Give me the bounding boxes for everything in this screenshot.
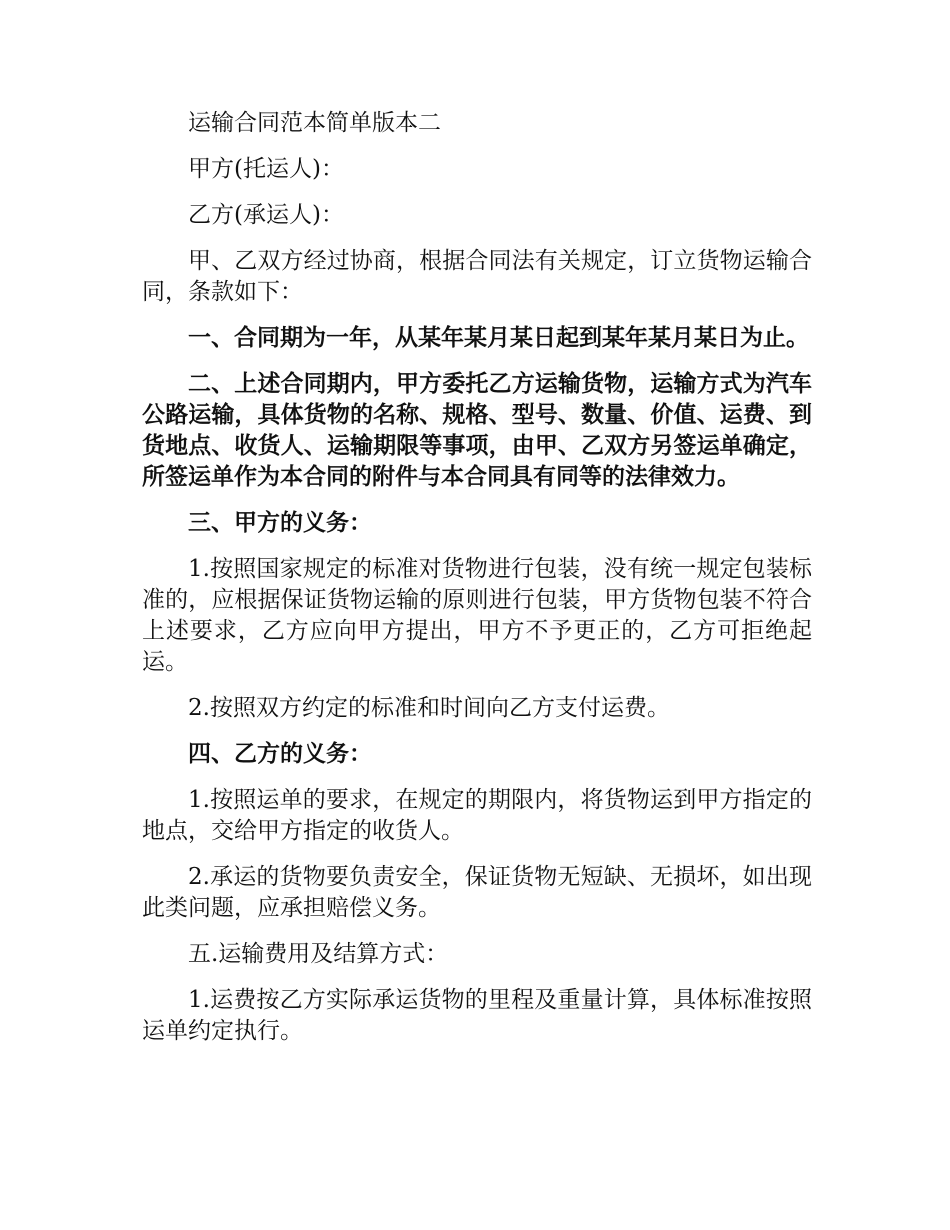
clause-3-item-2: 2.按照双方约定的标准和时间向乙方支付运费。 [188, 695, 670, 721]
clause-3-item-1: 1.按照国家规定的标准对货物进行包装，没有统一规定包装标准的，应根据保证货物运输的原则进行包装，甲方货物包装不符合上述要求，乙方应向甲方提出，甲方不予更正的，乙方可拒绝起运。 [142, 556, 812, 675]
clause-4-item-1: 1.按照运单的要求，在规定的期限内，将货物运到甲方指定的地点，交给甲方指定的收货人。 [142, 787, 812, 844]
document-title: 运输合同范本简单版本二 [188, 110, 441, 136]
clause-3-heading: 三、甲方的义务： [188, 510, 372, 536]
clause-4-heading: 四、乙方的义务： [188, 741, 372, 767]
preamble-paragraph: 甲、乙双方经过协商，根据合同法有关规定，订立货物运输合同，条款如下： [142, 248, 812, 305]
clause-4-item-2: 2.承运的货物要负责安全，保证货物无短缺、无损坏，如出现此类问题，应承担赔偿义务。 [142, 864, 812, 921]
party-a-line: 甲方(托运人)： [188, 156, 344, 182]
clause-5-heading: 五.运输费用及结算方式： [188, 941, 449, 967]
party-b-line: 乙方(承运人)： [188, 202, 344, 228]
clause-2-scope: 二、上述合同期内，甲方委托乙方运输货物，运输方式为汽车公路运输，具体货物的名称、规格、型号、数量、价值、运费、到货地点、收货人、运输期限等事项，由甲、乙双方另签运单确定，所签运单作为本合同的附件与本合同具有同等的法律效力。 [142, 371, 812, 490]
clause-1-term: 一、合同期为一年，从某年某月某日起到某年某月某日为止。 [188, 325, 809, 351]
document-page [142, 108, 812, 1062]
clause-5-item-1: 1.运费按乙方实际承运货物的里程及重量计算，具体标准按照运单约定执行。 [142, 987, 812, 1044]
